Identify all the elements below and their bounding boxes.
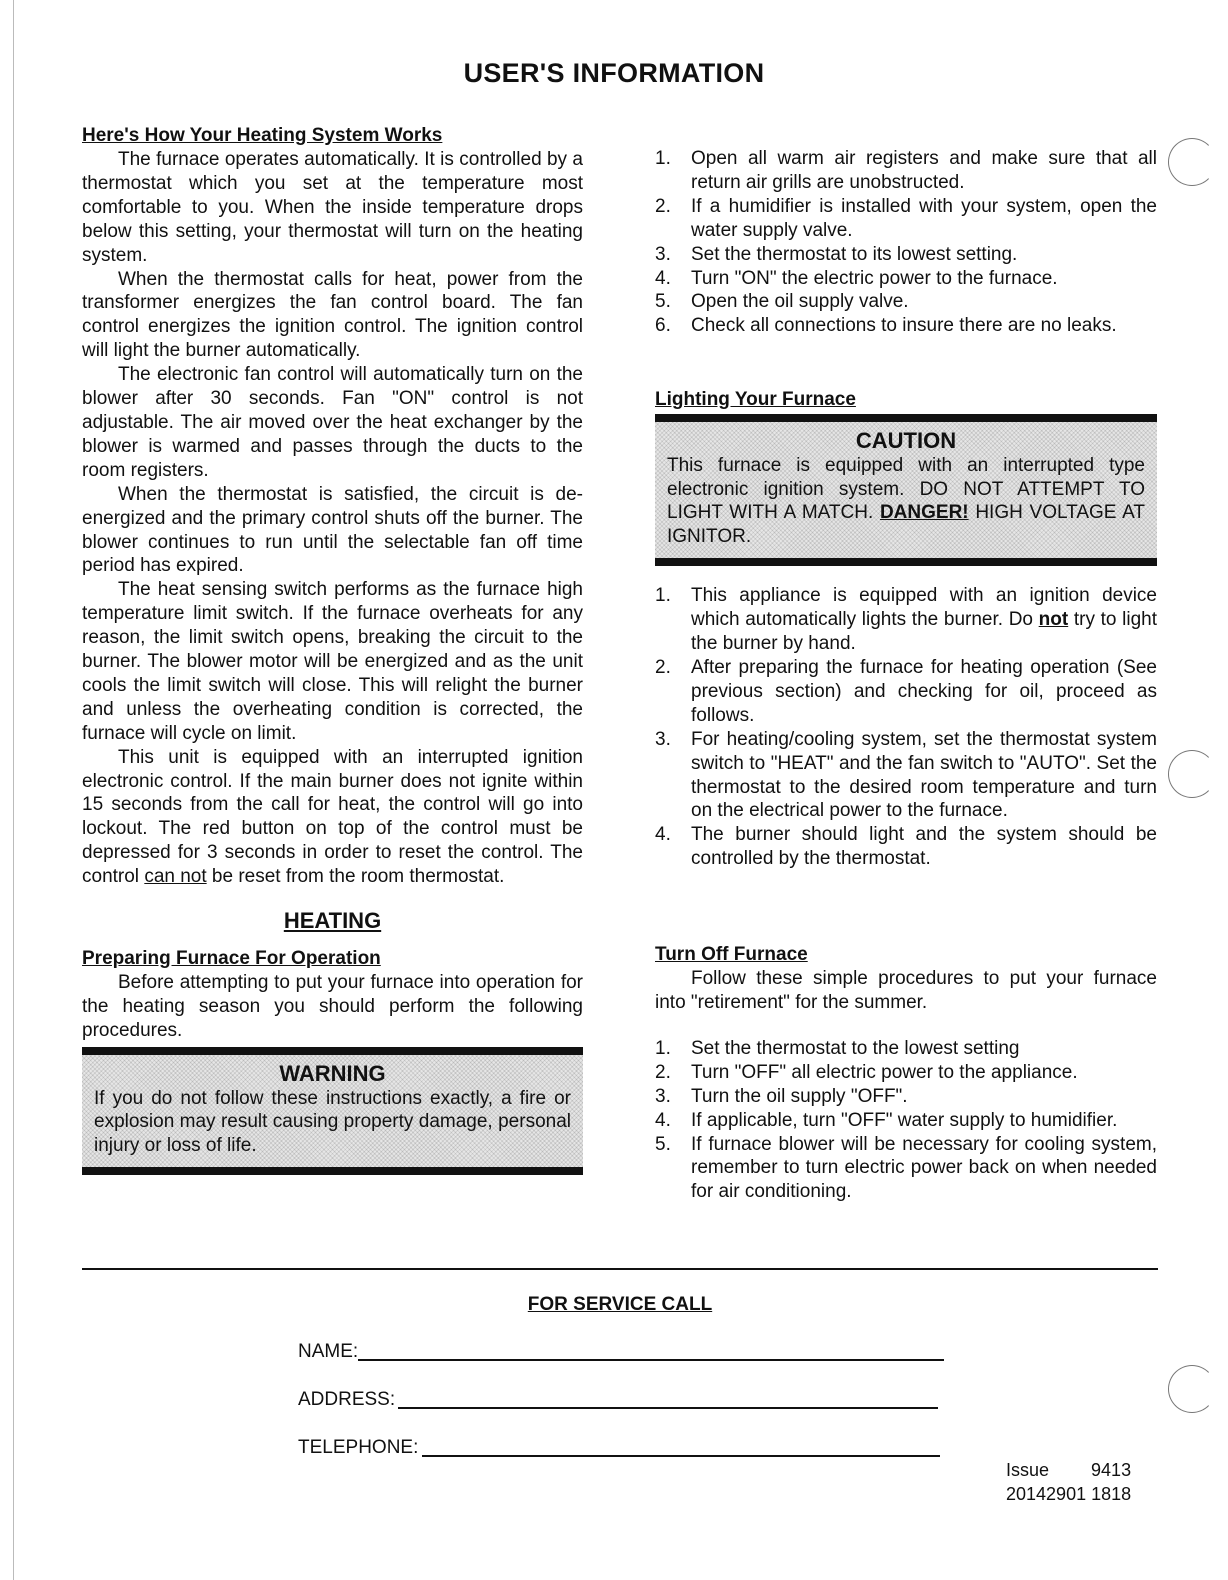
step-number: 1. xyxy=(655,1037,671,1059)
address-label: ADDRESS: xyxy=(298,1389,396,1410)
list-item xyxy=(655,267,1157,291)
list-item xyxy=(655,1037,1157,1061)
how-it-works-paragraph: When the thermostat calls for heat, power from the transformer energizes the fan control board. The fan control energizes the ignition control. The ignition control will light the burner automatically. xyxy=(82,268,583,362)
warning-box xyxy=(82,1047,583,1176)
issue-number: 9413 xyxy=(1091,1460,1132,1480)
step-number: 4. xyxy=(655,1109,671,1131)
telephone-field[interactable] xyxy=(298,1436,418,1460)
issue-code: 20142901 1818 xyxy=(1006,1484,1132,1504)
left-margin-line xyxy=(13,0,14,1580)
lighting-heading: Lighting Your Furnace xyxy=(655,389,856,411)
how-it-works-paragraph: The furnace operates automatically. It is controlled by a thermostat which you set at the temperature most comfortable to you. When the inside temperature drops below this setting, your thermostat will turn on the heating system. xyxy=(82,149,583,266)
service-call-heading: FOR SERVICE CALL xyxy=(527,1294,713,1315)
step-number: 2. xyxy=(655,656,671,678)
left-column xyxy=(82,124,583,1175)
issue-block xyxy=(1006,1458,1131,1506)
list-item xyxy=(655,147,1157,195)
step-text: Open all warm air registers and make sure that all return air grills are unobstructed. xyxy=(691,148,1157,193)
caution-text xyxy=(667,454,1145,548)
prep-steps-list xyxy=(655,147,1157,338)
step-text: The burner should light and the system should be controlled by the thermostat. xyxy=(691,824,1157,870)
page-title: USER'S INFORMATION xyxy=(463,58,765,88)
lockout-text-end: be reset from the room thermostat. xyxy=(206,866,505,888)
step-text: This appliance is equipped with an ignition device which automatically lights the burner. Do xyxy=(691,585,1157,631)
prep-text: Before attempting to put your furnace into operation for the heating season you should perform the following procedures. xyxy=(82,972,583,1041)
step-text: If furnace blower will be necessary for cooling system, remember to turn electric power back on when needed for air conditioning. xyxy=(691,1133,1157,1203)
step-number: 3. xyxy=(655,728,671,750)
address-field[interactable] xyxy=(298,1388,395,1412)
step-text: For heating/cooling system, set the thermostat system switch to "HEAT" and the fan switch to "AUTO". Set the thermostat to the desired room temperature and turn on the electrical power to the furnace. xyxy=(691,728,1157,822)
lighting-steps-list xyxy=(655,584,1157,871)
name-line[interactable] xyxy=(358,1359,944,1361)
telephone-line[interactable] xyxy=(422,1455,940,1457)
how-it-works-heading: Here's How Your Heating System Works xyxy=(82,125,443,146)
step-number: 6. xyxy=(655,315,671,337)
how-it-works-paragraph: The electronic fan control will automatically turn on the blower after 30 seconds. Fan "ON" control is not adjustable. The air moved over the heat exchanger by the blower is warmed and passes through the ducts to the room registers. xyxy=(82,364,583,481)
step-text: Check all connections to insure there are no leaks. xyxy=(691,315,1117,337)
address-line[interactable] xyxy=(398,1407,938,1409)
caution-text-start: This furnace is equipped with an interrupted type electronic ignition system. DO NOT ATTEMPT TO LIGHT WITH A MATCH. xyxy=(667,455,1145,524)
how-it-works-paragraph: The heat sensing switch performs as the furnace high temperature limit switch. If the furnace overheats for any reason, the limit switch opens, breaking the circuit to the burner. The blower motor will be energized and as the unit cools the limit switch will close. This will relight the burner and unless the overheating condition is corrected, the furnace will cycle on limit. xyxy=(82,579,583,744)
step-text: Turn the oil supply "OFF". xyxy=(691,1085,908,1107)
how-it-works-paragraph: When the thermostat is satisfied, the circuit is de-energized and the primary control shuts off the burner. The blower continues to run until the selectable fan off time period has expired. xyxy=(82,483,583,577)
step-text-end: try to light the burner by hand. xyxy=(691,609,1157,655)
danger-label: DANGER! xyxy=(879,502,969,524)
step-number: 2. xyxy=(655,1061,671,1083)
section-divider xyxy=(82,1268,1158,1270)
turn-off-heading: Turn Off Furnace xyxy=(655,944,808,966)
caution-text-end: HIGH VOLTAGE AT IGNITOR. xyxy=(667,502,1145,547)
list-item xyxy=(655,290,1157,314)
emphasis-not: not xyxy=(1038,609,1069,631)
step-text: If a humidifier is installed with your system, open the water supply valve. xyxy=(691,195,1157,241)
step-number: 1. xyxy=(655,585,671,607)
heating-heading: HEATING xyxy=(283,908,382,934)
lockout-underlined: can not xyxy=(144,866,207,888)
lockout-text: This unit is equipped with an interrupted ignition electronic control. If the main burner does not ignite within 15 seconds from the call for heat, the control will go into lockout. The red button on top of the control must be depressed for 3 seconds in order to reset the control. The control xyxy=(82,746,583,888)
step-text: Turn "OFF" all electric power to the appliance. xyxy=(691,1061,1078,1083)
step-text: Set the thermostat to its lowest setting. xyxy=(691,243,1018,265)
list-item xyxy=(655,823,1157,871)
step-text: After preparing the furnace for heating operation (See previous section) and checking for oil, proceed as follows. xyxy=(691,656,1157,726)
punch-hole-icon xyxy=(1168,138,1216,186)
turn-off-intro: Follow these simple procedures to put your furnace into "retirement" for the summer. xyxy=(655,968,1157,1014)
prep-heading: Preparing Furnace For Operation xyxy=(82,948,381,969)
step-number: 1. xyxy=(655,148,671,169)
step-text: Turn "ON" the electric power to the furnace. xyxy=(691,267,1058,289)
name-field[interactable] xyxy=(298,1340,358,1364)
caution-box xyxy=(655,414,1157,566)
list-item xyxy=(655,243,1157,267)
step-text: Open the oil supply valve. xyxy=(691,291,909,313)
step-number: 4. xyxy=(655,267,671,289)
punch-hole-icon xyxy=(1168,1365,1216,1413)
step-text: Set the thermostat to the lowest setting xyxy=(691,1037,1020,1059)
list-item xyxy=(655,1085,1157,1109)
punch-hole-icon xyxy=(1168,750,1216,798)
warning-text: If you do not follow these instructions exactly, a fire or explosion may result causing property damage, personal injury or loss of life. xyxy=(94,1087,571,1156)
list-item xyxy=(655,1133,1157,1205)
step-number: 3. xyxy=(655,243,671,265)
step-number: 4. xyxy=(655,824,671,846)
warning-title: WARNING xyxy=(279,1060,386,1086)
list-item xyxy=(655,1061,1157,1085)
step-number: 3. xyxy=(655,1085,671,1107)
list-item xyxy=(655,314,1157,338)
step-number: 2. xyxy=(655,195,671,217)
telephone-label: TELEPHONE: xyxy=(298,1437,419,1458)
list-item xyxy=(655,728,1157,824)
list-item xyxy=(655,656,1157,728)
list-item xyxy=(655,584,1157,656)
list-item xyxy=(655,1109,1157,1133)
list-item xyxy=(655,195,1157,243)
caution-title: CAUTION xyxy=(855,428,957,454)
name-label: NAME: xyxy=(298,1341,359,1362)
step-number: 5. xyxy=(655,291,671,313)
right-column xyxy=(655,147,1157,1204)
lockout-paragraph xyxy=(82,746,583,889)
issue-label: Issue xyxy=(1006,1460,1050,1480)
step-number: 5. xyxy=(655,1133,671,1155)
turn-off-steps-list xyxy=(655,1037,1157,1204)
step-text: If applicable, turn "OFF" water supply to humidifier. xyxy=(691,1109,1118,1131)
